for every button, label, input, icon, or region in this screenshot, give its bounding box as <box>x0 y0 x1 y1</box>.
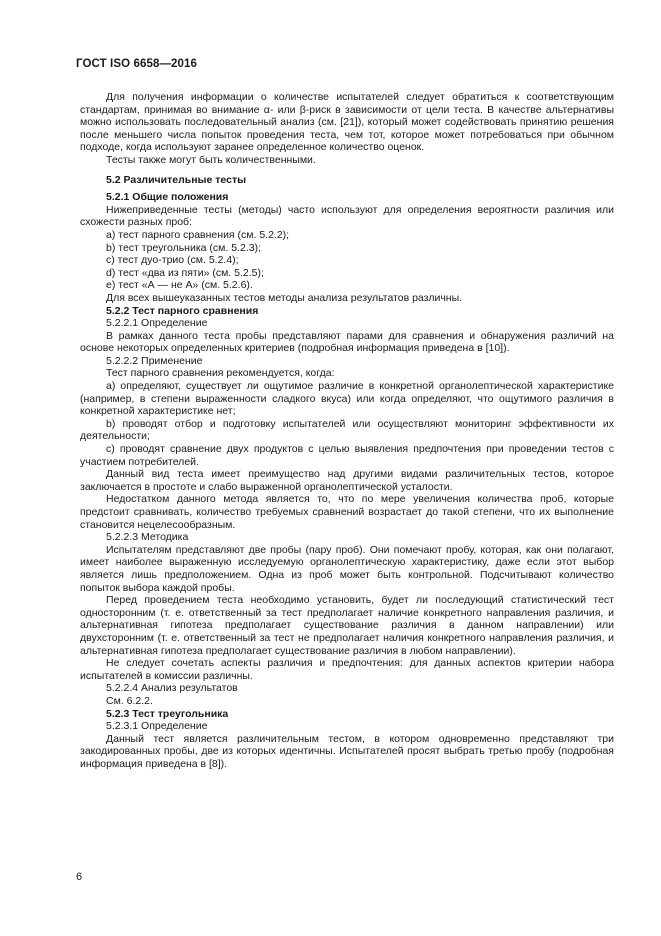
section-5-2-2-heading: 5.2.2 Тест парного сравнения <box>106 304 259 317</box>
list-item: e) тест «А — не А» (см. 5.2.6). <box>106 279 253 292</box>
paragraph: Данный вид теста имеет преимущество над другими видами различительных тестов, которое заключается в простоте и слабо выраженной органолептической усталости. <box>80 468 614 493</box>
paragraph: Перед проведением теста необходимо установить, будет ли последующий статистический тест односторонним (т. е. ответственный за тест предполагает наличие конкретного направления различия, и альтернативная гипотеза предполагает существование различия в данном направлении) или двухсторонним (т. е. ответственный за тест не предполагает наличия конкретного направления различия, и альтернативная гипотеза предполагает существование различия в любом направлении). <box>80 594 614 657</box>
subsection-heading: 5.2.3.1 Определение <box>106 720 208 733</box>
subsection-heading: 5.2.2.1 Определение <box>106 317 208 330</box>
list-paragraph: b) проводят отбор и подготовку испытателей или осуществляют мониторинг эффективности их деятельности; <box>80 417 614 443</box>
paragraph: См. 6.2.2. <box>106 694 153 707</box>
document-header: ГОСТ ISO 6658—2016 <box>76 58 198 70</box>
section-5-2-1-intro: Нижеприведенные тесты (методы) часто используют для определения вероятности различия или схожести разных проб: <box>80 203 614 229</box>
list-item: c) тест дуо-трио (см. 5.2.4); <box>106 254 239 267</box>
section-5-2-heading: 5.2 Различительные тесты <box>106 173 247 186</box>
subsection-heading: 5.2.2.2 Применение <box>106 354 203 367</box>
paragraph: Недостатком данного метода является то, что по мере увеличения количества проб, которые предстоит сравнивать, количество требуемых сравнений возрастает до такой степени, что их выполнение становится нецелесообразным. <box>80 493 614 531</box>
paragraph: Тест парного сравнения рекомендуется, когда: <box>106 367 335 380</box>
paragraph: В рамках данного теста пробы представляют парами для сравнения и обнаружения различий на основе некоторых определенных критериев (подробная информация приведена в [10]). <box>80 329 614 355</box>
paragraph: Данный тест является различительным тестом, в котором одновременно представляют три закодированных пробы, две из которых идентичны. Испытателей просят выбрать третью пробу (подробная информация приведена в [8]). <box>80 732 614 770</box>
intro-paragraph: Для получения информации о количестве испытателей следует обратиться к соответствующим стандартам, принимая во внимание α- или β-риск в зависимости от цели теста. В качестве альтернативы можно использовать последовательный анализ (см. [21]), который может содействовать принятию решения после меньшего числа попыток проведения теста, чем тот, которое может потребоваться при обычном подходе, когда используют заранее определенное количество оценок. <box>80 91 614 154</box>
subsection-heading: 5.2.2.3 Методика <box>106 531 189 544</box>
list-paragraph: c) проводят сравнение двух продуктов с целью выявления предпочтения при проведении тестов с участием потребителей. <box>80 443 614 468</box>
list-item: b) тест треугольника (см. 5.2.3); <box>106 241 261 254</box>
paragraph: Испытателям представляют две пробы (пару проб). Они помечают пробу, которая, как они полагают, имеет наиболее выраженную исследуемую органолептическую характеристику, даже если этот выбор является лишь предположением. Одна из проб может быть контрольной. Подсчитывают количество попыток выбора каждой пробы. <box>80 543 614 594</box>
paragraph: Не следует сочетать аспекты различия и предпочтения: для данных аспектов критерии набора испытателей в комиссии различны. <box>80 657 614 682</box>
page-content <box>80 91 614 770</box>
section-5-2-1-closing: Для всех вышеуказанных тестов методы анализа результатов различны. <box>106 291 463 304</box>
list-item: d) тест «два из пяти» (см. 5.2.5); <box>106 266 264 279</box>
section-5-2-3-heading: 5.2.3 Тест треугольника <box>106 707 229 720</box>
list-paragraph: а) определяют, существует ли ощутимое различие в конкретной органолептической характеристике (например, в степени выраженности сладкого вкуса) или когда определяют, что ощутимого различия в конкретной характеристике нет; <box>80 380 614 418</box>
section-5-2-1-heading: 5.2.1 Общие положения <box>106 191 229 204</box>
page-number: 6 <box>76 871 83 883</box>
list-item: a) тест парного сравнения (см. 5.2.2); <box>106 228 290 241</box>
intro-paragraph-2: Тесты также могут быть количественными. <box>106 153 316 166</box>
subsection-heading: 5.2.2.4 Анализ результатов <box>106 682 238 695</box>
